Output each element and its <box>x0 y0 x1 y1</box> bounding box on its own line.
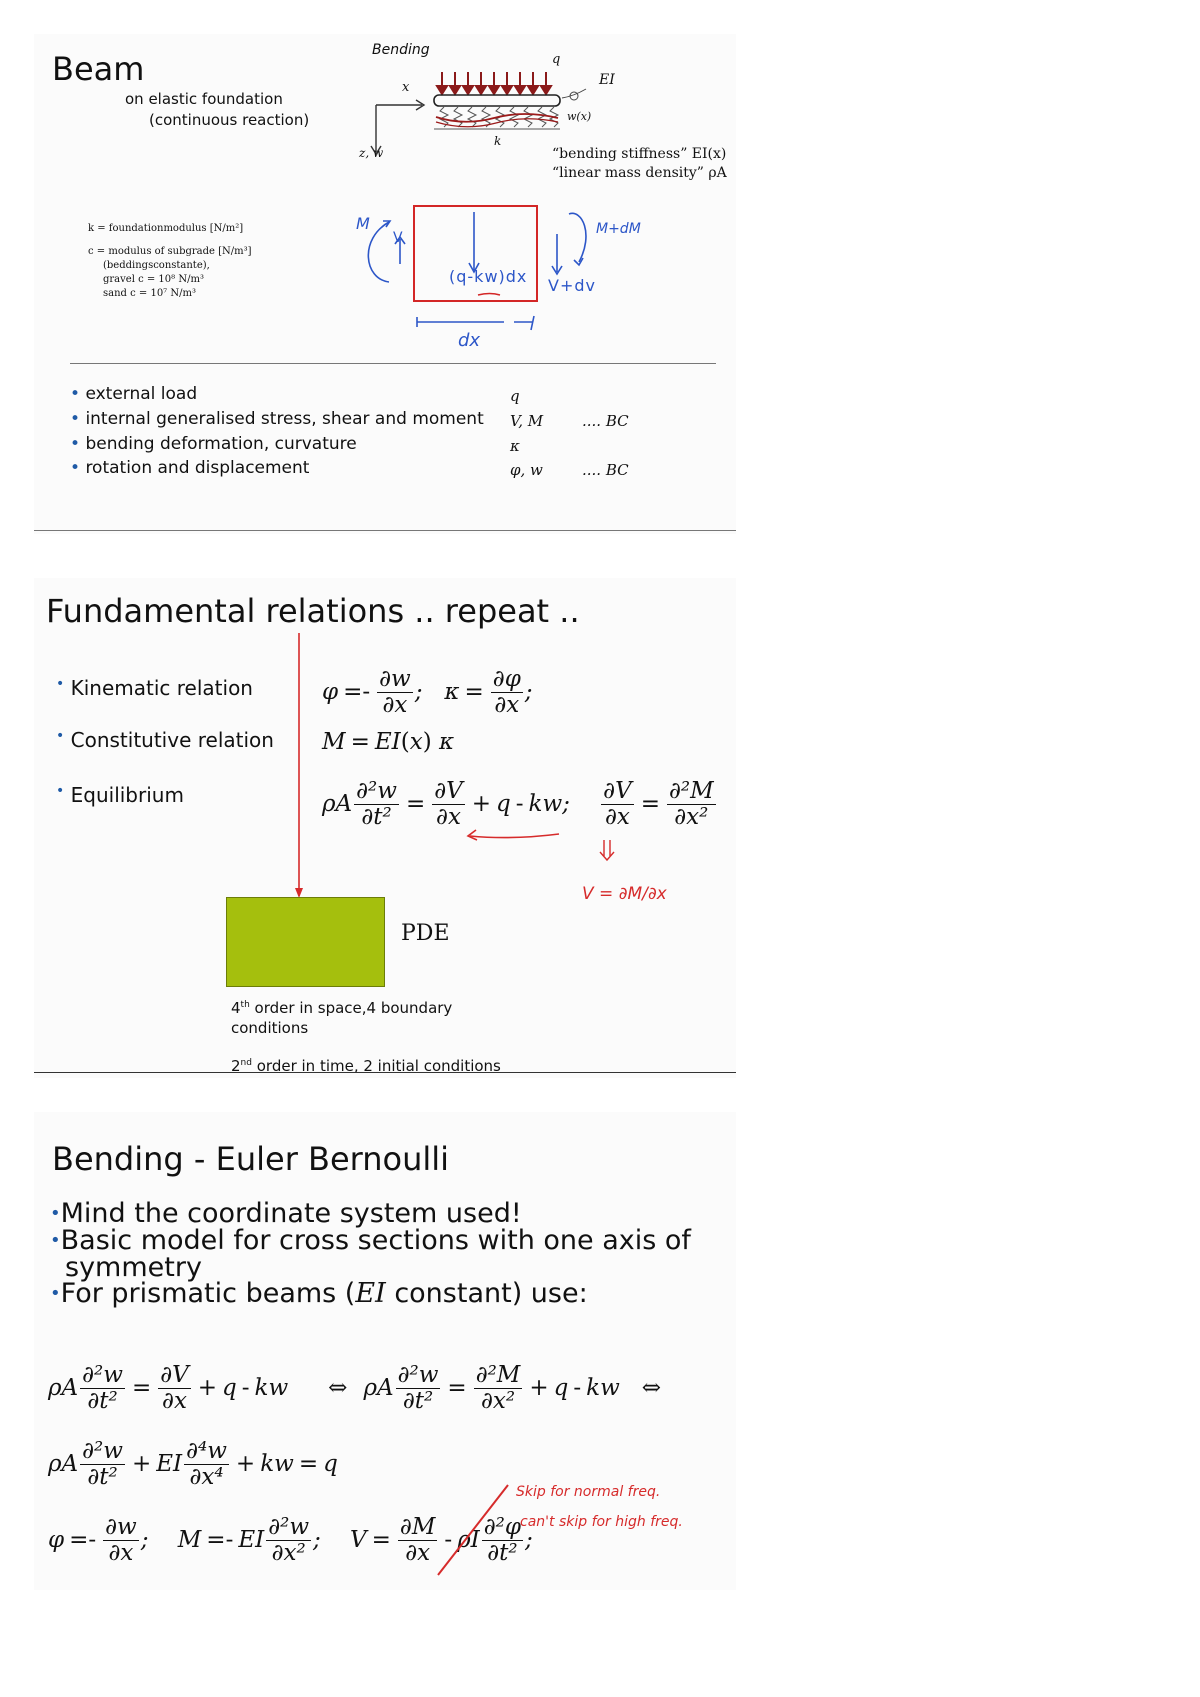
label-k: k <box>494 134 502 148</box>
list-sym-q: q <box>510 387 520 405</box>
list-item-external-load: • external load <box>70 384 198 404</box>
list-sym-kappa: κ <box>510 437 520 455</box>
slide-euler-bernoulli <box>34 1112 736 1590</box>
bending-stiffness-label: “bending stiffness” EI(x) <box>552 146 727 162</box>
list-sym-vm: V, M <box>510 412 544 430</box>
slide1-divider-bottom <box>34 530 736 531</box>
slide-beam <box>34 34 736 534</box>
bullet-prismatic: •For prismatic beams (EI constant) use: <box>50 1278 588 1309</box>
handwritten-note-high-freq: can't skip for high freq. <box>520 1514 683 1530</box>
label-zw: z, w <box>359 146 384 160</box>
handwritten-dx: dx <box>458 330 481 351</box>
equation-relations: φ =- $\frac{\partial w}{\partial x}$ ; M =- EI $\frac{\text{∂²w}}{\text{∂x²}}$ ; V = $\frac{\partial M}{\partial x}$ - ρI $\frac{\text{∂²φ}}{\text{∂t²}}$ ; <box>48 1514 533 1566</box>
equilibrium-equation: ρA $\frac{\text{∂²w}}{\text{∂t²}}$ = $\frac{\partial V}{\partial x}$ + q - kw; $\frac{\partial V}{\partial x}$ = $\frac{\text{∂²M}}{\text{∂x²}}$ <box>322 778 714 830</box>
slide3-title: Bending - Euler Bernoulli <box>52 1140 450 1178</box>
c-definition: c = modulus of subgrade [N/m³] <box>88 246 252 257</box>
handwritten-m-left: M <box>356 214 370 233</box>
pde-box <box>226 897 385 987</box>
item-constitutive: • Constitutive relation <box>56 728 274 752</box>
item-equilibrium: • Equilibrium <box>56 783 184 807</box>
item-kinematic: • Kinematic relation <box>56 676 253 700</box>
handwritten-note-normal-freq: Skip for normal freq. <box>516 1484 661 1500</box>
time-order-note: 2nd order in time, 2 initial conditions <box>231 1057 501 1075</box>
gravel-value: gravel c = 10⁸ N/m³ <box>103 274 204 285</box>
list-sym-phi-w: φ, w <box>510 461 543 479</box>
slide1-divider-top <box>70 363 716 364</box>
constitutive-equation: M = EI ( x ) κ <box>322 729 455 755</box>
kinematic-equation: φ =- $\frac{\partial w}{\partial x}$ ; κ = $\frac{\partial\varphi}{\partial x}$ ; <box>322 666 533 718</box>
label-x: x <box>402 80 410 95</box>
slide2-divider-bottom <box>34 1072 736 1073</box>
label-q: q <box>552 52 561 67</box>
bending-caption: Bending <box>372 42 430 58</box>
list-item-internal-stress: • internal generalised stress, shear and moment <box>70 409 484 429</box>
red-note-v-equals: V = ∂M/∂x <box>582 884 667 904</box>
list-bc-1: .... BC <box>582 412 629 430</box>
space-order-note: 4th order in space,4 boundary conditions <box>231 999 453 1037</box>
handwritten-m-right: M+dM <box>596 221 641 237</box>
c-definition-2: (beddingsconstante), <box>103 260 210 271</box>
slide-fundamental-relations <box>34 578 736 1078</box>
handwritten-load: (q-kw)dx <box>449 267 528 286</box>
slide1-subtitle1: on elastic foundation <box>125 90 283 108</box>
handwritten-v-left: V <box>393 230 403 246</box>
pde-label: PDE <box>401 921 450 946</box>
label-wx: w(x) <box>567 110 592 123</box>
label-ei: EI <box>599 72 615 88</box>
linear-mass-label: “linear mass density” ρA <box>552 165 727 181</box>
slide1-subtitle2: (continuous reaction) <box>149 111 310 129</box>
equation-motion-1: ρA $\frac{\text{∂²w}}{\text{∂t²}}$ = $\frac{\partial V}{\partial x}$ + q - kw ⇔ ρA $\frac{\text{∂²w}}{\text{∂t²}}$ = $\frac{\text{∂²M}}{\text{∂x²}}$ + q - kw ⇔ <box>48 1362 662 1414</box>
slide1-title: Beam <box>52 50 145 88</box>
k-definition: k = foundationmodulus [N/m²] <box>88 223 244 234</box>
bullet-basic-model: •Basic model for cross sections with one axis of symmetry <box>50 1225 691 1283</box>
bullet-coordinate-system: •Mind the coordinate system used! <box>50 1198 522 1229</box>
list-bc-2: .... BC <box>582 461 629 479</box>
handwritten-v-right: V+dv <box>548 276 596 295</box>
list-item-rotation-displacement: • rotation and displacement <box>70 458 310 478</box>
list-item-bending-deformation: • bending deformation, curvature <box>70 434 357 454</box>
sand-value: sand c = 10⁷ N/m³ <box>103 288 196 299</box>
slide2-title: Fundamental relations .. repeat .. <box>46 592 580 630</box>
equation-motion-2: ρA $\frac{\text{∂²w}}{\text{∂t²}}$ + EI $\frac{\text{∂⁴w}}{\text{∂x⁴}}$ + kw = q <box>48 1438 338 1490</box>
